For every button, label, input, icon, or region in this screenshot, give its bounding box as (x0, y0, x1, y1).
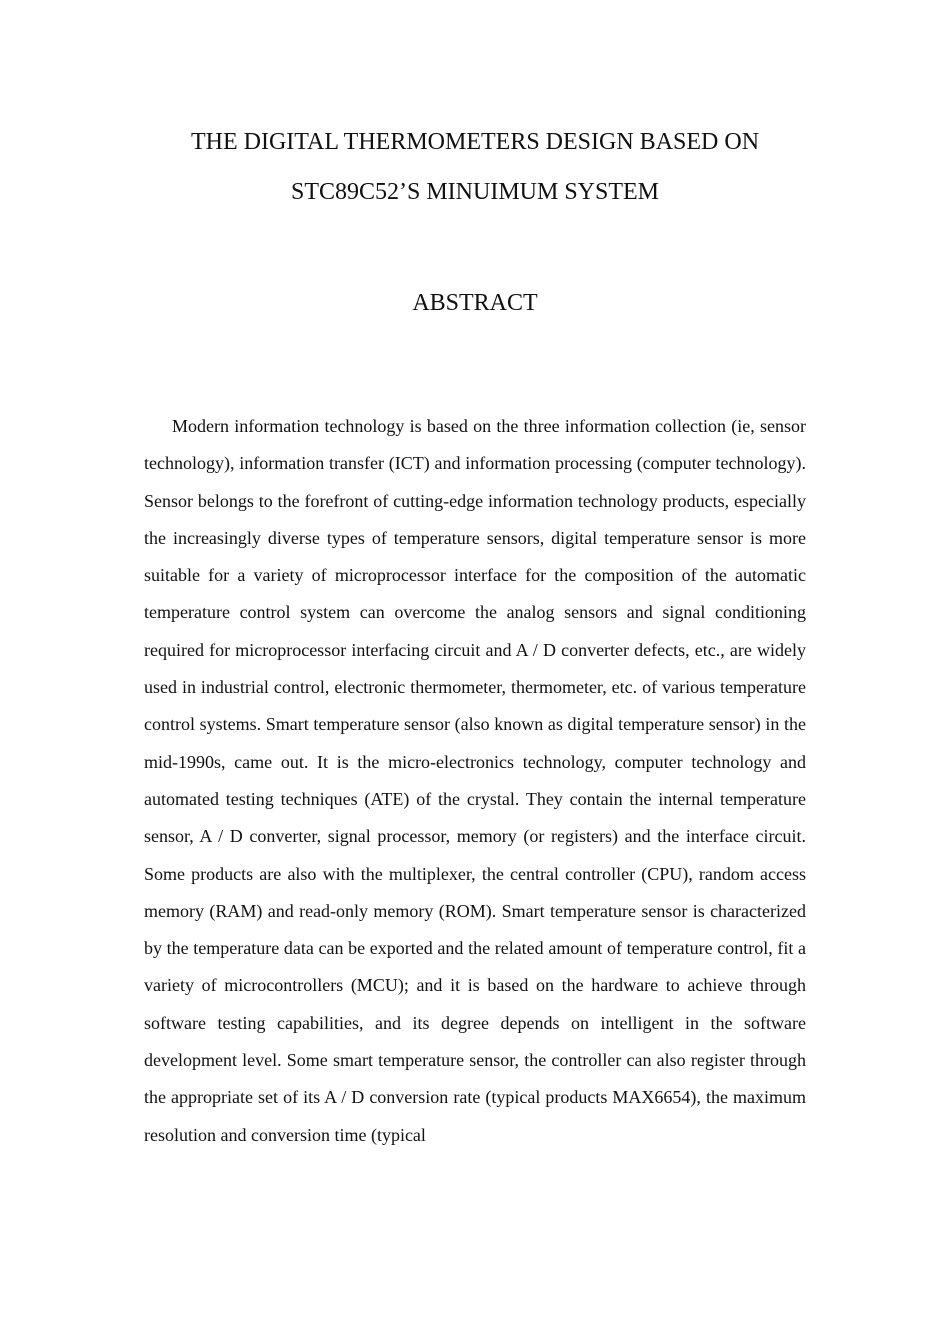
abstract-heading: ABSTRACT (412, 290, 538, 316)
document-title (0, 117, 950, 217)
title-line-1: THE DIGITAL THERMOMETERS DESIGN BASED ON (190, 129, 760, 155)
abstract-paragraph: Modern information technology is based on the three information collection (ie, sensor technology), information transfer (ICT) and information processing (computer technology). Sensor belongs to the forefront of cutting-edge information technology products, especially the increasingly diverse types of temperature sensors, digital temperature sensor is more suitable for a variety of microprocessor interface for the composition of the automatic temperature control system can overcome the analog sensors and signal conditioning required for microprocessor interfacing circuit and A / D converter defects, etc., are widely used in industrial control, electronic thermometer, thermometer, etc. of various temperature control systems. Smart temperature sensor (also known as digital temperature sensor) in the mid-1990s, came out. It is the micro-electronics technology, computer technology and automated testing techniques (ATE) of the crystal. They contain the internal temperature sensor, A / D converter, signal processor, memory (or registers) and the interface circuit. Some products are also with the multiplexer, the central controller (CPU), random access memory (RAM) and read-only memory (ROM). Smart temperature sensor is characterized by the temperature data can be exported and the related amount of temperature control, fit a variety of microcontrollers (MCU); and it is based on the hardware to achieve through software testing capabilities, and its degree depends on intelligent in the software development level. Some smart temperature sensor, the controller can also register through the appropriate set of its A / D conversion rate (typical products MAX6654), the maximum resolution and conversion time (typical (144, 416, 806, 1145)
title-line-2: STC89C52’S MINUIMUM SYSTEM (290, 179, 660, 205)
